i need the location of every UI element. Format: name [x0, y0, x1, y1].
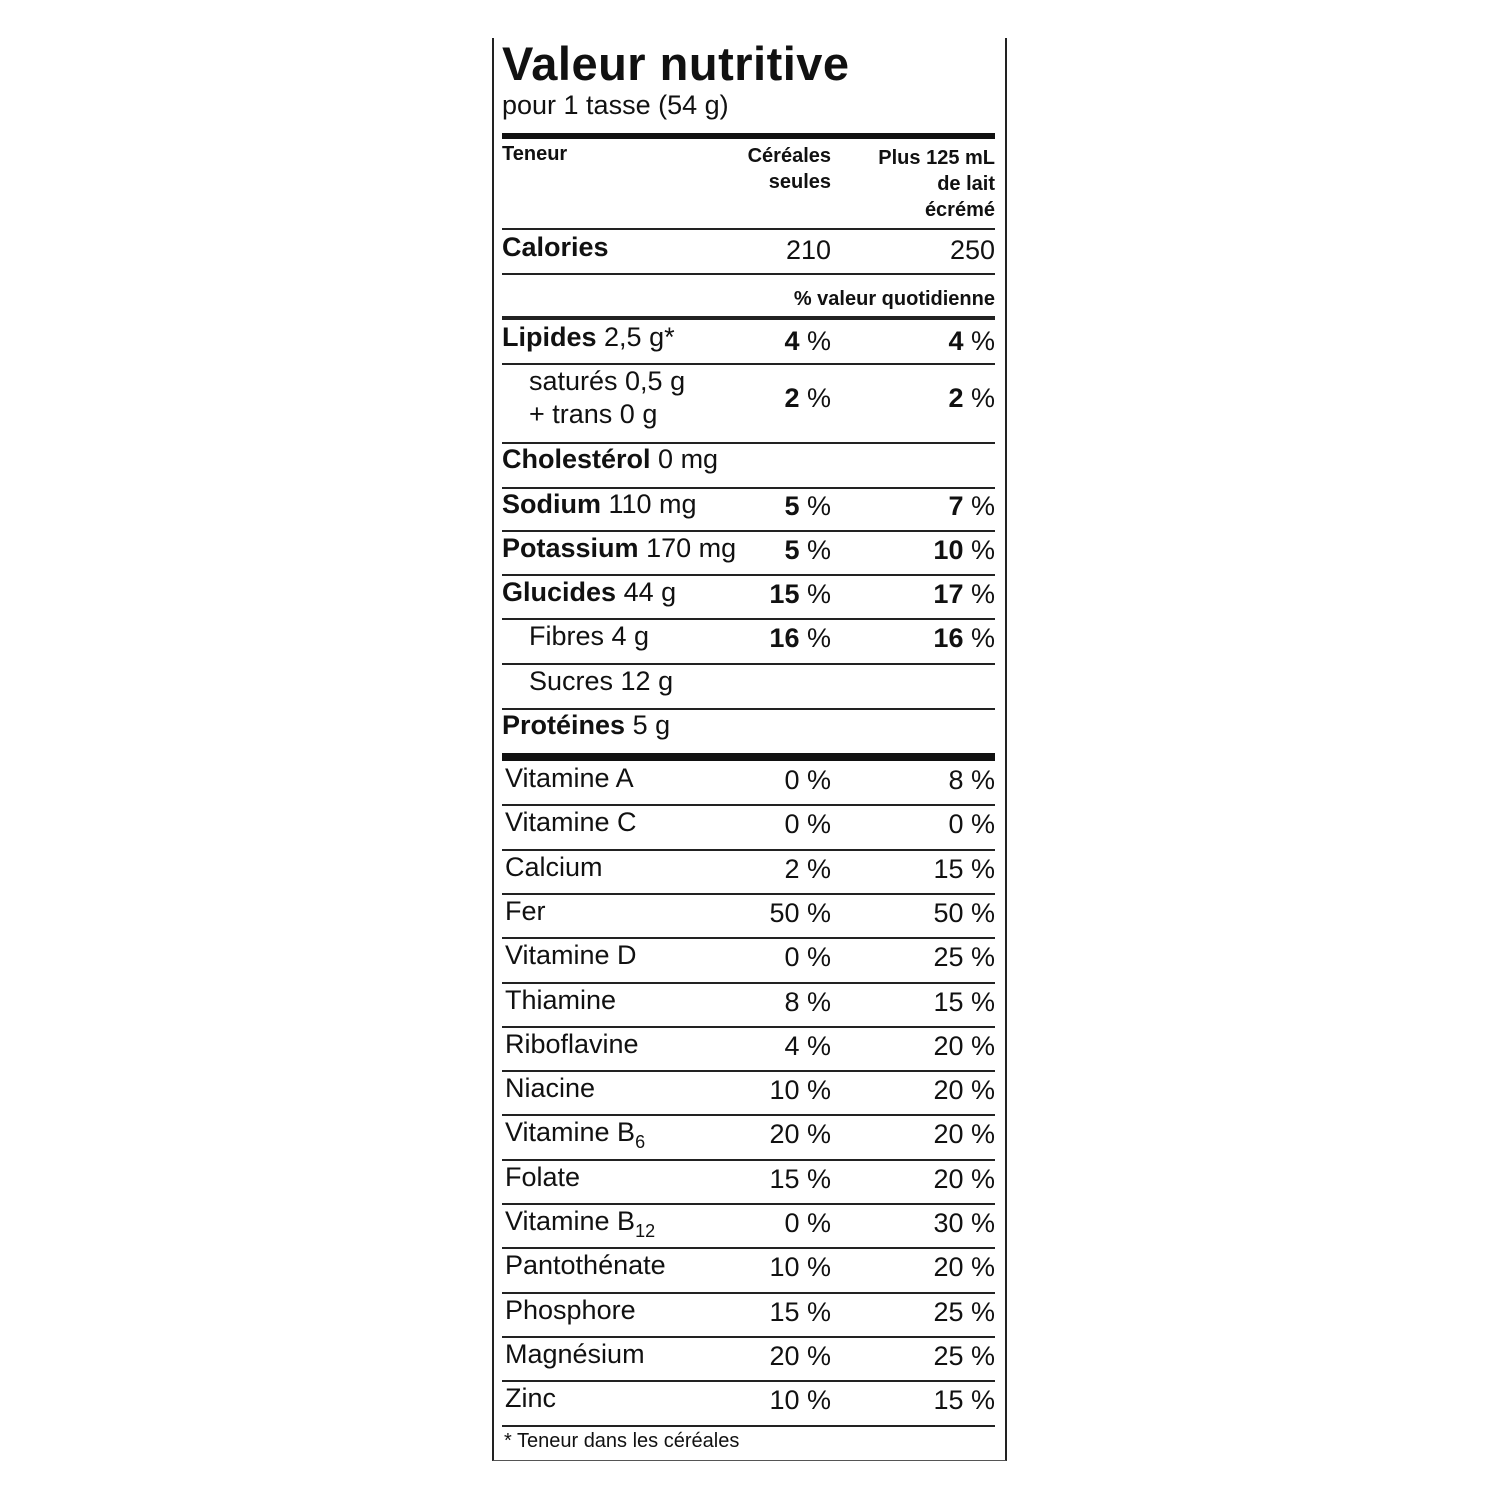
nutrient-milk-dv: 4 %	[948, 326, 995, 356]
nutrient-milk-dv: 10 %	[933, 535, 995, 565]
divider	[502, 1070, 995, 1072]
nutrient-milk-dv: 2 %	[948, 383, 995, 413]
divider	[502, 1159, 995, 1161]
divider	[502, 363, 995, 365]
divider	[502, 228, 995, 230]
vitamin-cereal-dv: 15 %	[769, 1297, 831, 1327]
vitamin-milk-dv: 25 %	[933, 1341, 995, 1371]
header-milk	[878, 145, 995, 223]
vitamin-cereal-dv: 20 %	[769, 1341, 831, 1371]
vitamin-cereal-dv: 0 %	[784, 942, 831, 972]
daily-value-header: % valeur quotidienne	[793, 288, 995, 310]
calories-milk: 250	[949, 235, 995, 265]
vitamin-cereal-dv: 10 %	[769, 1385, 831, 1415]
serving-size: pour 1 tasse (54 g)	[502, 90, 729, 120]
vitamin-label: Niacine	[505, 1073, 596, 1103]
vitamin-milk-dv: 20 %	[933, 1031, 995, 1061]
vitamin-cereal-dv: 4 %	[784, 1031, 831, 1061]
nutrient-milk-dv: 17 %	[933, 579, 995, 609]
nutrient-cereal-dv: 4 %	[784, 326, 831, 356]
vitamin-label: Vitamine D	[505, 940, 637, 970]
vitamin-label: Folate	[505, 1162, 581, 1192]
header-milk-line2: de lait	[937, 173, 995, 195]
vitamin-milk-dv: 20 %	[933, 1164, 995, 1194]
divider	[502, 1380, 995, 1382]
vitamin-milk-dv: 20 %	[933, 1252, 995, 1282]
header-milk-line1: Plus 125 mL	[878, 147, 995, 169]
vitamin-label: Vitamine $B_{12}$	[505, 1206, 656, 1241]
vitamin-label: Zinc	[505, 1383, 557, 1413]
vitamin-milk-dv: 50 %	[933, 898, 995, 928]
nutrient-label: Potassium 170 mg	[502, 533, 737, 563]
vitamin-milk-dv: 20 %	[933, 1075, 995, 1105]
nutrient-cereal-dv: 2 %	[784, 383, 831, 413]
nutrient-label-line2: + trans 0 g	[529, 399, 658, 429]
vitamin-cereal-dv: 2 %	[784, 854, 831, 884]
header-nutrient: Teneur	[502, 143, 568, 165]
nutrient-label: Glucides 44 g	[502, 577, 677, 607]
vitamin-label: Calcium	[505, 852, 603, 882]
vitamin-subscript: 6	[635, 1132, 646, 1152]
divider	[502, 849, 995, 851]
thick-rule	[502, 133, 995, 139]
nutrient-label: Sodium 110 mg	[502, 489, 697, 519]
nutrient-label: Sucres 12 g	[529, 666, 674, 696]
divider	[502, 316, 995, 320]
vitamin-milk-dv: 30 %	[933, 1208, 995, 1238]
divider	[502, 937, 995, 939]
vitamin-milk-dv: 0 %	[948, 809, 995, 839]
nutrient-cereal-dv: 15 %	[769, 579, 831, 609]
vitamin-milk-dv: 15 %	[933, 987, 995, 1017]
nutrient-cereal-dv: 5 %	[784, 535, 831, 565]
vitamin-milk-dv: 25 %	[933, 1297, 995, 1327]
vitamin-label: Vitamine C	[505, 807, 637, 837]
vitamin-cereal-dv: 10 %	[769, 1075, 831, 1105]
nutrient-milk-dv: 7 %	[948, 491, 995, 521]
vitamin-cereal-dv: 0 %	[784, 765, 831, 795]
calories-cereal: 210	[785, 235, 831, 265]
divider	[502, 273, 995, 275]
vitamin-cereal-dv: 10 %	[769, 1252, 831, 1282]
nutrient-label: Lipides 2,5 g*	[502, 322, 675, 352]
calories-label: Calories	[502, 232, 609, 262]
nutrient-label: saturés 0,5 g	[529, 366, 686, 396]
divider	[502, 574, 995, 576]
divider	[502, 1026, 995, 1028]
vitamin-cereal-dv: 50 %	[769, 898, 831, 928]
divider	[502, 530, 995, 532]
vitamin-label: Pantothénate	[505, 1250, 666, 1280]
divider	[502, 618, 995, 620]
divider	[502, 1336, 995, 1338]
vitamin-label: Vitamine $B_6$	[505, 1117, 646, 1152]
vitamin-subscript: 12	[635, 1221, 656, 1241]
nutrient-cereal-dv: 16 %	[769, 623, 831, 653]
divider	[502, 804, 995, 806]
vitamin-cereal-dv: 0 %	[784, 809, 831, 839]
vitamin-milk-dv: 20 %	[933, 1119, 995, 1149]
divider	[502, 1203, 995, 1205]
vitamin-label: Vitamine A	[505, 763, 634, 793]
vitamin-milk-dv: 15 %	[933, 854, 995, 884]
vitamin-cereal-dv: 8 %	[784, 987, 831, 1017]
footnote: * Teneur dans les céréales	[504, 1430, 740, 1452]
divider	[502, 1425, 995, 1427]
header-milk-line3: écrémé	[924, 199, 995, 221]
vitamin-milk-dv: 15 %	[933, 1385, 995, 1415]
divider	[502, 1292, 995, 1294]
vitamin-label: Magnésium	[505, 1339, 645, 1369]
thick-rule	[502, 753, 995, 761]
vitamin-milk-dv: 25 %	[933, 942, 995, 972]
nutrient-label: Cholestérol 0 mg	[502, 444, 719, 474]
vitamin-cereal-dv: 15 %	[769, 1164, 831, 1194]
vitamin-label: Phosphore	[505, 1295, 636, 1325]
divider	[502, 893, 995, 895]
vitamin-cereal-dv: 20 %	[769, 1119, 831, 1149]
vitamin-milk-dv: 8 %	[948, 765, 995, 795]
vitamin-label: Thiamine	[505, 985, 617, 1015]
header-cereal-line1: Céréales	[747, 145, 831, 167]
nutrient-label: Protéines 5 g	[502, 710, 671, 740]
divider	[502, 663, 995, 665]
header-cereal-line2: seules	[768, 171, 831, 193]
nutrient-label: Fibres 4 g	[529, 621, 650, 651]
nutrient-cereal-dv: 5 %	[784, 491, 831, 521]
nutrient-milk-dv: 16 %	[933, 623, 995, 653]
vitamin-cereal-dv: 0 %	[784, 1208, 831, 1238]
divider	[502, 1247, 995, 1249]
panel-title: Valeur nutritive	[502, 37, 850, 90]
divider	[502, 1114, 995, 1116]
divider	[502, 982, 995, 984]
header-cereal	[748, 143, 831, 195]
vitamin-label: Riboflavine	[505, 1029, 639, 1059]
vitamin-label: Fer	[505, 896, 546, 926]
